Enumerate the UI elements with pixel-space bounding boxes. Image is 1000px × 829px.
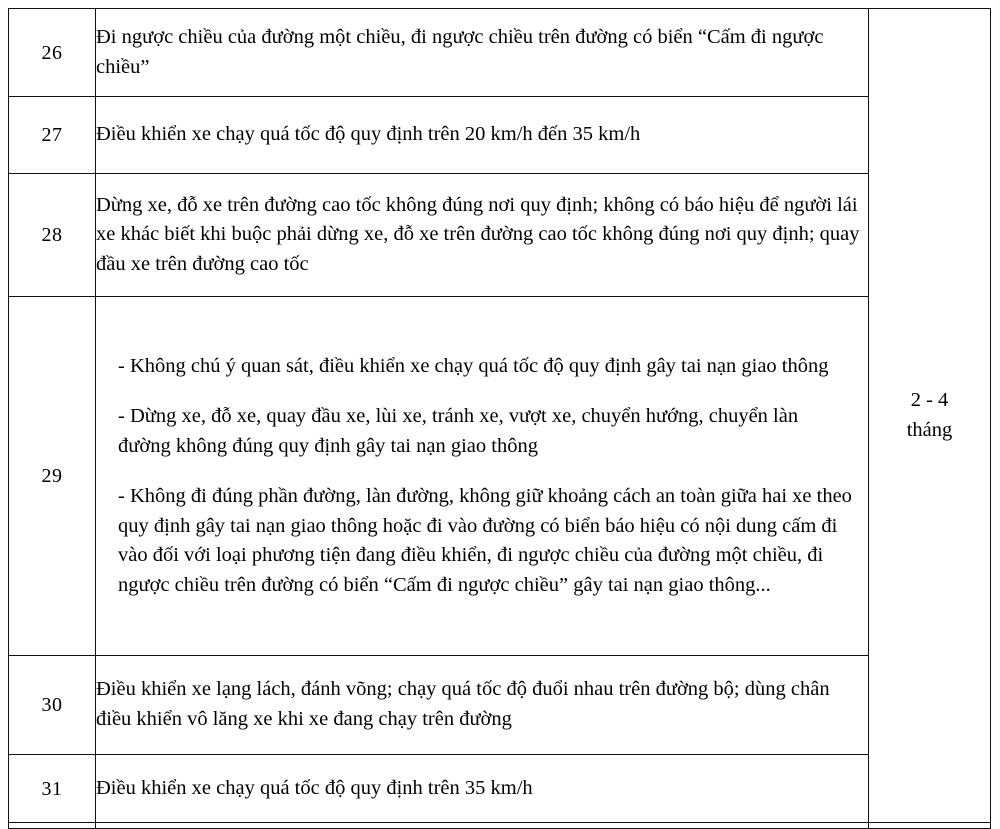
row-description-cell [96, 174, 869, 297]
row-description-cell [96, 97, 869, 174]
row-description-cell [96, 656, 869, 755]
penalty-unit: tháng [906, 418, 953, 441]
table-row [9, 9, 991, 97]
description-paragraph: Điều khiển xe chạy quá tốc độ quy định trên 35 km/h [96, 776, 533, 799]
table-body [9, 9, 991, 829]
description-paragraph: - Không đi đúng phần đường, làn đường, không giữ khoảng cách an toàn giữa hai xe theo quy định gây tai nạn giao thông hoặc đi vào đường có biển báo hiệu có nội dung cấm đi vào đối với loại phương tiện đang điều khiển, đi ngược chiều của đường một chiều, đi ngược chiều trên đường có biển “Cấm đi ngược chiều” gây tai nạn giao thông... [118, 485, 852, 596]
penalty-value: 2 - 4 [910, 388, 949, 411]
description-paragraph: - Dừng xe, đỗ xe, quay đầu xe, lùi xe, tránh xe, vượt xe, chuyển hướng, chuyển làn đường không đúng quy định gây tai nạn giao thông [118, 405, 799, 457]
description-paragraph: Đi ngược chiều của đường một chiều, đi ngược chiều trên đường có biển “Cấm đi ngược chiều” [96, 25, 824, 78]
penalty-cell [869, 9, 991, 823]
row-description-cell [96, 755, 869, 823]
row-description-cell [96, 297, 869, 656]
table-row [9, 297, 991, 656]
row-description-cell [96, 9, 869, 97]
row-number-cell: 29 [9, 297, 96, 656]
row-number-cell: 31 [9, 755, 96, 823]
description-paragraph: Dừng xe, đỗ xe trên đường cao tốc không đúng nơi quy định; không có báo hiệu để người lái xe khác biết khi buộc phải dừng xe, đỗ xe trên đường cao tốc không đúng nơi quy định; quay đầu xe trên đường cao tốc [96, 193, 860, 275]
regulation-penalty-table [8, 8, 991, 829]
table-row [9, 97, 991, 174]
table-row [9, 755, 991, 823]
table-row [9, 174, 991, 297]
row-number-cell: 30 [9, 656, 96, 755]
row-number-cell: 27 [9, 97, 96, 174]
row-number-cell: 26 [9, 9, 96, 97]
description-paragraph: Điều khiển xe chạy quá tốc độ quy định trên 20 km/h đến 35 km/h [96, 123, 641, 146]
description-paragraph: - Không chú ý quan sát, điều khiển xe chạy quá tốc độ quy định gây tai nạn giao thông [118, 354, 829, 377]
table-row [9, 656, 991, 755]
description-paragraph: Điều khiển xe lạng lách, đánh võng; chạy quá tốc độ đuổi nhau trên đường bộ; dùng chân điều khiển vô lăng xe khi xe đang chạy trên đường [96, 678, 830, 730]
row-number-cell: 28 [9, 174, 96, 297]
